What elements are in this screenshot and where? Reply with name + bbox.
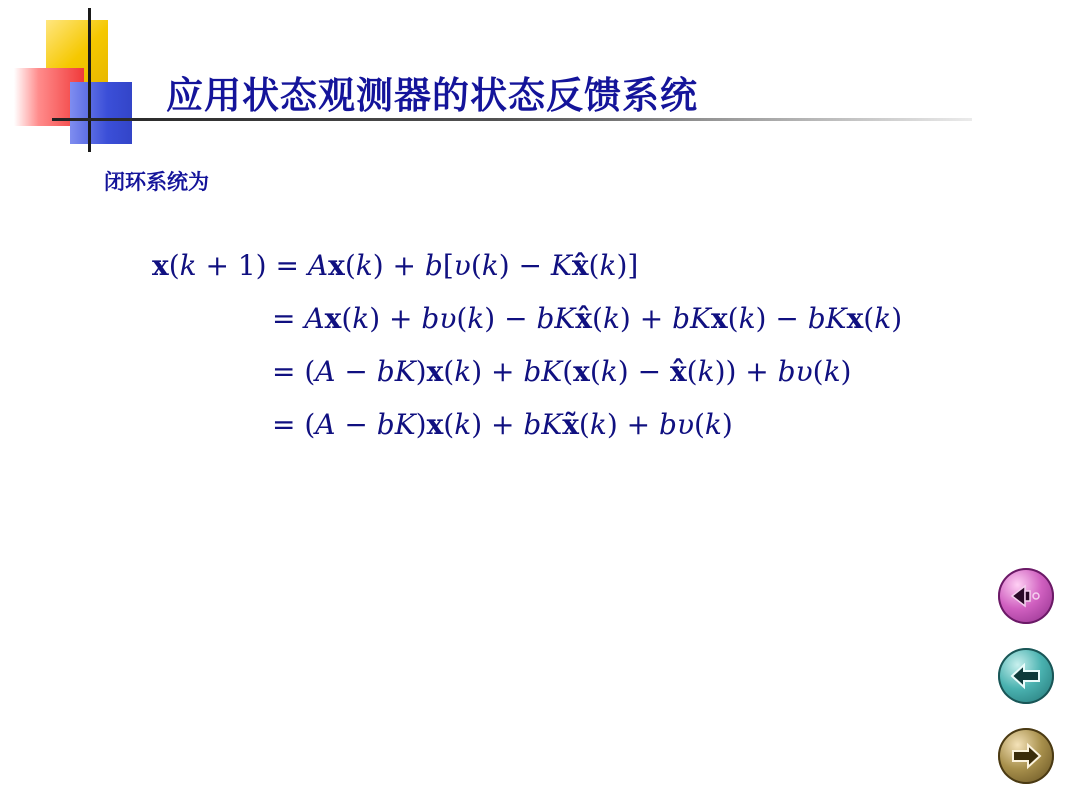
equation-line-2: = Ax(k) + bυ(k) − bKx̂(k) + bKx(k) − bKx(k) bbox=[272, 302, 903, 335]
equation-line-3: = (A − bK)x(k) + bK(x(k) − x̂(k)) + bυ(k) bbox=[272, 355, 852, 388]
slide-title: 应用状态观测器的状态反馈系统 bbox=[166, 74, 698, 117]
equation-line-1: x(k + 1) = Ax(k) + b[υ(k) − Kx̂(k)] bbox=[152, 249, 639, 282]
nav-next-button[interactable] bbox=[998, 728, 1054, 784]
arrow-right-icon bbox=[1009, 741, 1043, 771]
nav-home-button[interactable] bbox=[998, 568, 1054, 624]
equation-line-4: = (A − bK)x(k) + bKx̃(k) + bυ(k) bbox=[272, 408, 733, 441]
home-speaker-icon bbox=[1009, 581, 1043, 611]
slide-subtitle: 闭环系统为 bbox=[104, 170, 209, 194]
arrow-left-icon bbox=[1009, 661, 1043, 691]
decor-blue-square bbox=[70, 82, 132, 144]
decor-vertical-line bbox=[88, 8, 91, 152]
nav-prev-button[interactable] bbox=[998, 648, 1054, 704]
